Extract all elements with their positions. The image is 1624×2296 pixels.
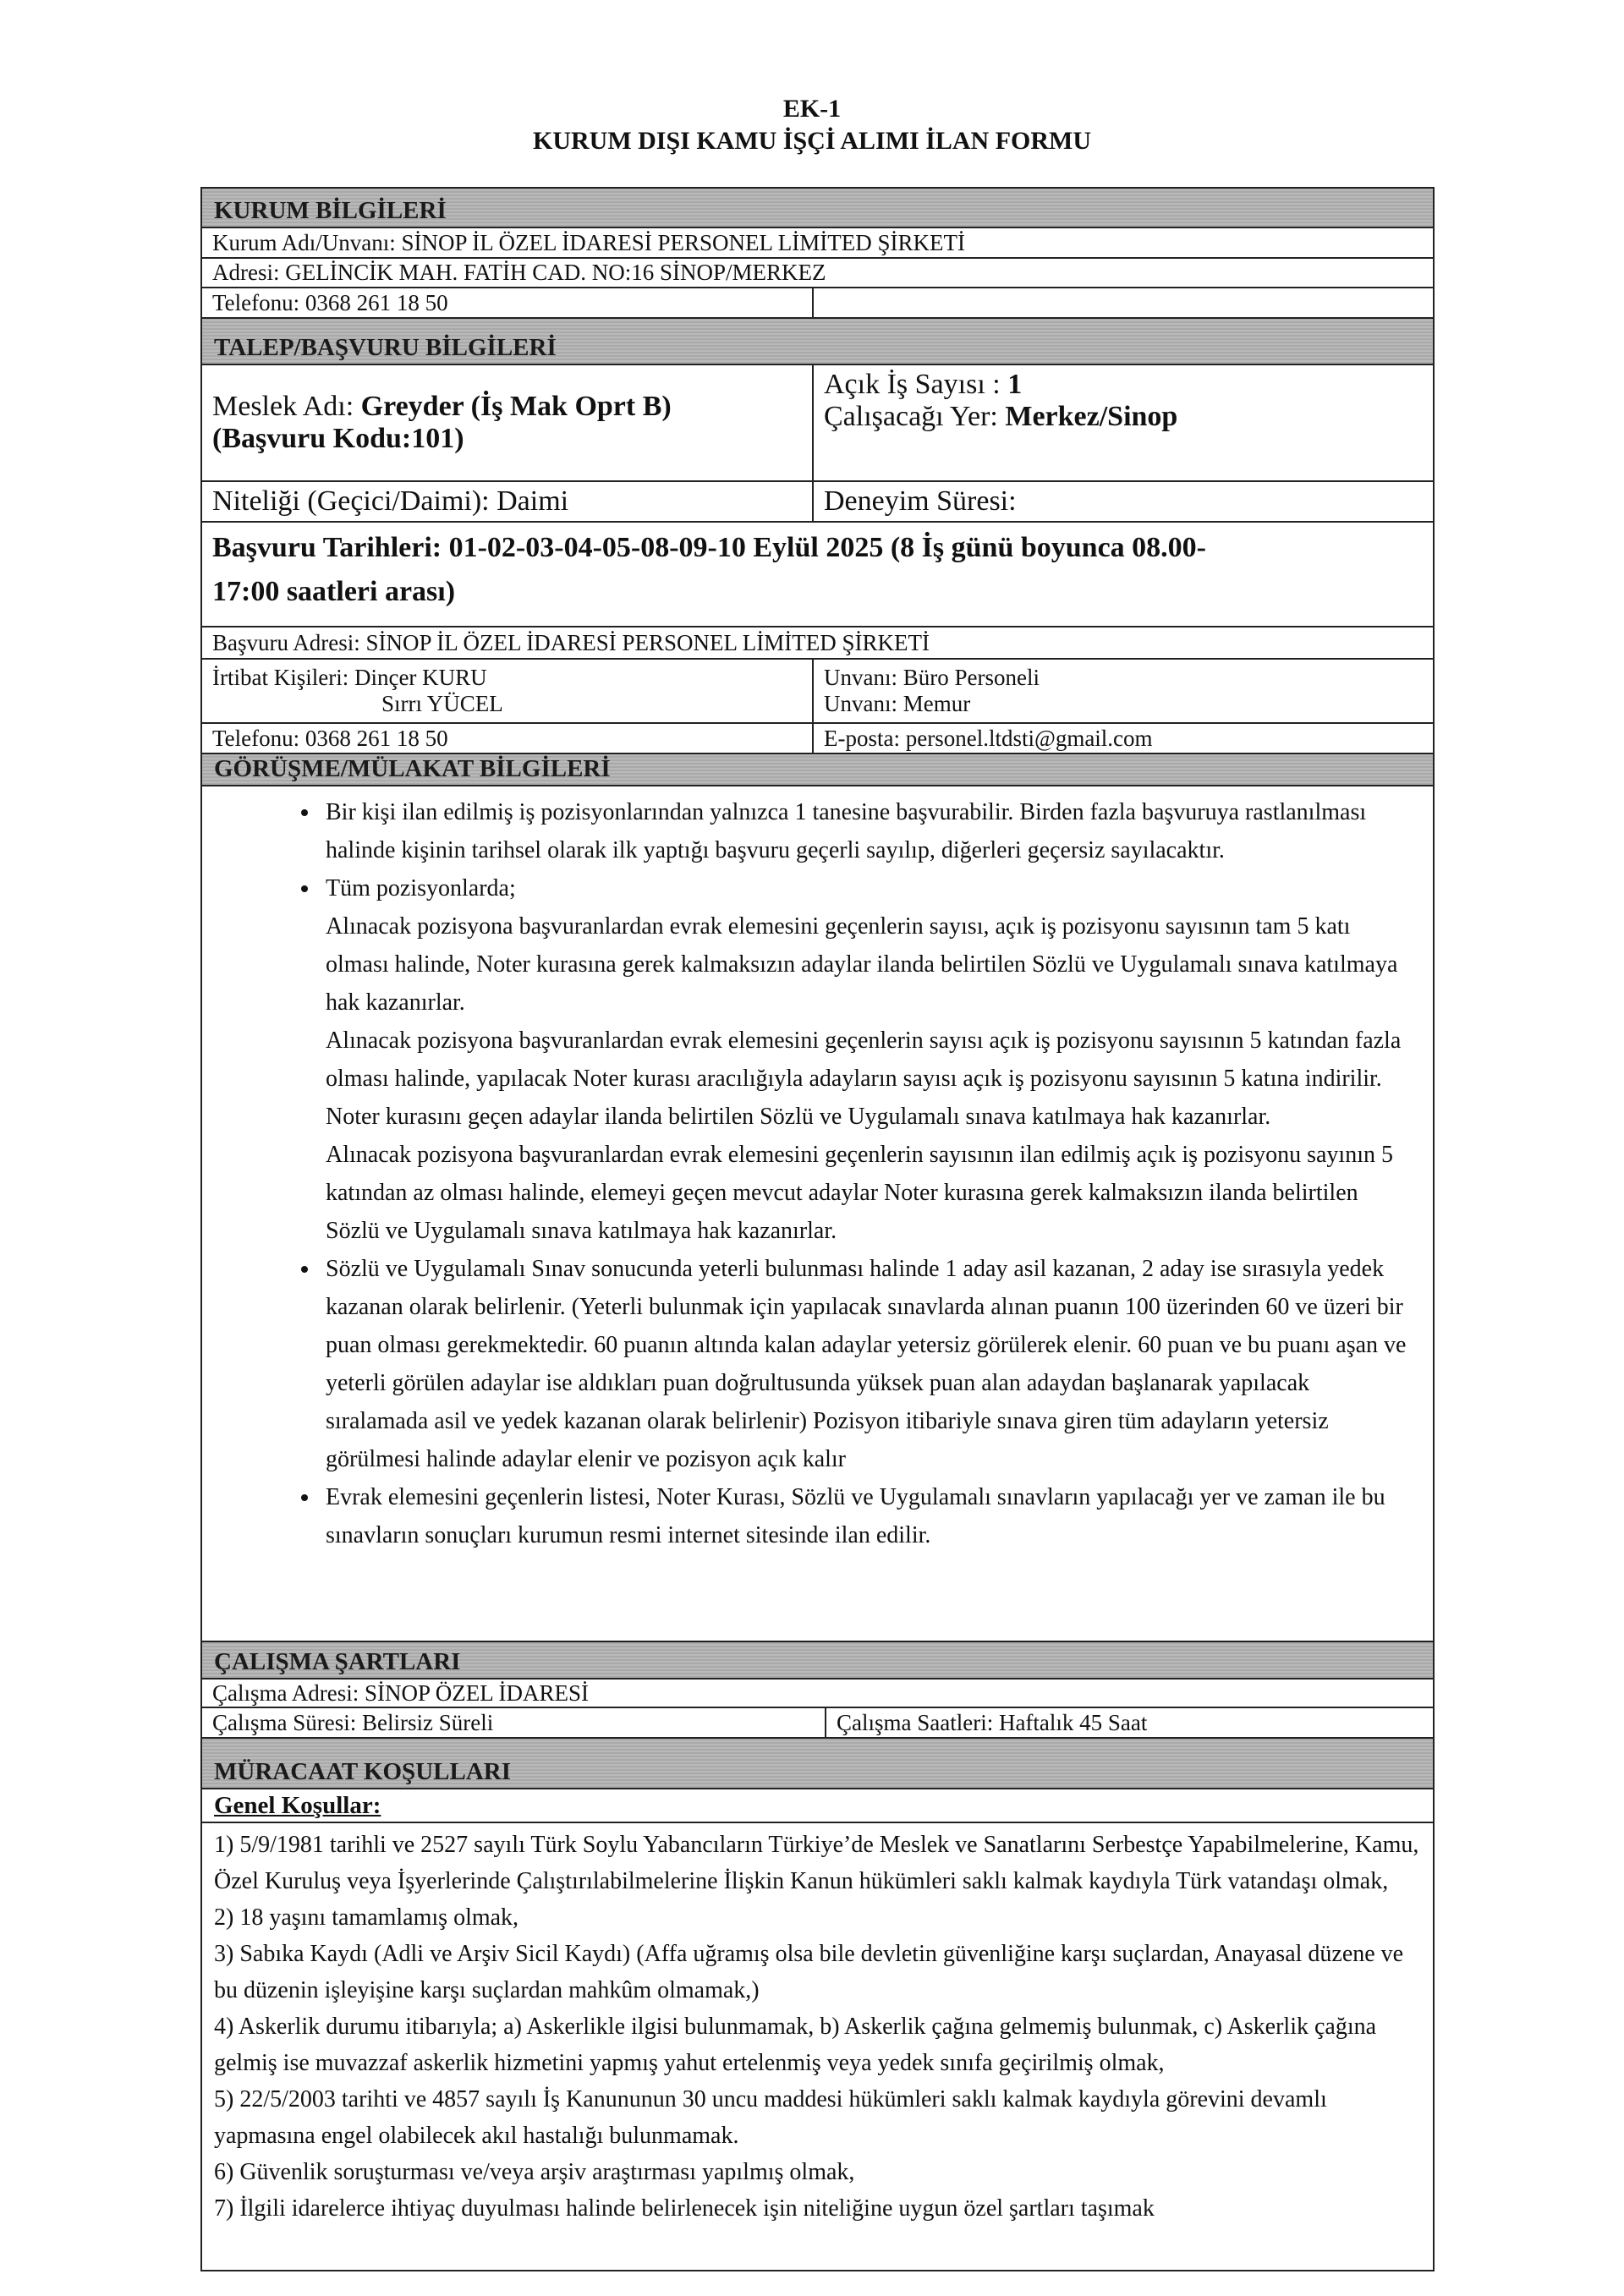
jobs-cell	[814, 365, 1188, 480]
bullet-paragraph: Alınacak pozisyona başvuranlardan evrak elemesini geçenlerin sayısı, açık iş pozisyonu sayısının tam 5 katı olması halinde, Noter kurasına gerek kalmaksızın adaylar ilanda belirtilen Sözlü ve Uygulamalı sınava katılmaya hak kazanırlar.	[326, 913, 1398, 1016]
section-talep-header: TALEP/BAŞVURU BİLGİLERİ	[202, 319, 1433, 365]
interview-info	[202, 786, 1433, 1642]
annex-label: EK-1	[782, 95, 842, 123]
bullet-paragraph: Alınacak pozisyona başvuranlardan evrak elemesini geçenlerin sayısı açık iş pozisyonu sayısının 5 katından fazla olması halinde, yapılacak Noter kurası aracılığıyla adayların sayısı açık iş pozisyonu sayısının 5 katına indirilir. Noter kurasını geçen adaylar ilanda belirtilen Sözlü ve Uygulamalı sınava katılmaya hak kazanırlar.	[326, 1027, 1402, 1130]
work-address: Çalışma Adresi: SİNOP ÖZEL İDARESİ	[212, 1680, 589, 1706]
condition-item: 7) İlgili idarelerce ihtiyaç duyulması halinde belirlenecek işin niteliğine uygun özel şartları taşımak	[214, 2195, 1155, 2222]
application-dates	[202, 523, 1433, 626]
bullet-paragraph: Alınacak pozisyona başvuranlardan evrak elemesini geçenlerin sayısının ilan edilmiş açık iş pozisyonu sayının 5 katından az olması halinde, elemeyi geçen mevcut adaylar Noter kurasına gerek kalmaksızın ilanda belirtilen Sözlü ve Uygulamalı sınava katılmaya hak kazanırlar.	[326, 1142, 1393, 1244]
general-conditions-list	[202, 1823, 1433, 2271]
contact-1-title: Unvanı: Büro Personeli	[824, 665, 1040, 690]
section-muracaat-header: MÜRACAAT KOŞULLARI	[202, 1739, 1433, 1789]
workplace-label: Çalışacağı Yer:	[824, 401, 1006, 432]
application-address: Başvuru Adresi: SİNOP İL ÖZEL İDARESİ PERSONEL LİMİTED ŞİRKETİ	[212, 629, 930, 655]
general-conditions-title: Genel Koşullar:	[214, 1791, 381, 1819]
interview-bullet: • Bir kişi ilan edilmiş iş pozisyonlarından yalnızca 1 tanesine başvurabilir. Birden fazla başvuruya rastlanılması halinde kişinin tarihsel olarak ilk yaptığı başvuru geçerli sayılıp, diğerleri geçersiz sayılacaktır.	[321, 793, 1407, 869]
work-hours: Çalışma Saatleri: Haftalık 45 Saat	[837, 1709, 1148, 1735]
condition-item: 6) Güvenlik soruşturması ve/veya arşiv araştırması yapılmış olmak,	[214, 2159, 855, 2185]
contact-2: Sırrı YÜCEL	[381, 691, 503, 716]
work-duration: Çalışma Süresi: Belirsiz Süreli	[202, 1708, 826, 1737]
profession-value: Greyder (İş Mak Oprt B)	[360, 391, 672, 422]
empty-cell	[814, 288, 834, 317]
contact-titles-cell	[814, 660, 1050, 722]
experience-duration: Deneyim Süresi:	[824, 485, 1017, 517]
interview-bullet: • Evrak elemesini geçenlerin listesi, Noter Kurası, Sözlü ve Uygulamalı sınavların yapılacağı yer ve zaman ile bu sınavların sonuçları kurumun resmi internet sitesinde ilan edilir.	[321, 1478, 1407, 1554]
section-gorusme-header: GÖRÜŞME/MÜLAKAT BİLGİLERİ	[202, 754, 1433, 786]
open-jobs-label: Açık İş Sayısı :	[824, 369, 1008, 400]
institution-phone: Telefonu: 0368 261 18 50	[202, 288, 814, 317]
condition-item: 2) 18 yaşını tamamlamış olmak,	[214, 1904, 519, 1931]
section-calisma-header: ÇALIŞMA ŞARTLARI	[202, 1642, 1433, 1680]
institution-name: Kurum Adı/Unvanı: SİNOP İL ÖZEL İDARESİ PERSONEL LİMİTED ŞİRKETİ	[212, 229, 965, 255]
condition-item: 1) 5/9/1981 tarihli ve 2527 sayılı Türk Soylu Yabancıların Türkiye’de Meslek ve Sanatlarını Serbestçe Yapabilmelerine, Kamu, Özel Kuruluş veya İşyerlerinde Çalıştırılabilmelerine İlişkin Kanun hükümleri saklı kalmak kaydıyla Türk vatandaşı olmak,	[214, 1832, 1419, 1894]
contact-1: İrtibat Kişileri: Dinçer KURU	[212, 665, 487, 690]
section-kurum-header: KURUM BİLGİLERİ	[202, 187, 1433, 228]
profession-cell	[202, 365, 814, 480]
form-title: KURUM DIŞI KAMU İŞÇİ ALIMI İLAN FORMU	[532, 127, 1092, 155]
condition-item: 5) 22/5/2003 tarihti ve 4857 sayılı İş Kanununun 30 uncu maddesi hükümleri saklı kalmak kaydıyla görevini devamlı yapmasına engel olabilecek akıl hastalığı bulunmamak.	[214, 2086, 1327, 2149]
institution-address: Adresi: GELİNCİK MAH. FATİH CAD. NO:16 SİNOP/MERKEZ	[212, 260, 826, 285]
announcement-form-table	[200, 187, 1435, 2271]
contact-2-title: Unvanı: Memur	[824, 691, 971, 716]
contact-phone: Telefonu: 0368 261 18 50	[202, 724, 814, 753]
application-dates-line2: 17:00 saatleri arası)	[212, 576, 456, 607]
application-dates-line1: Başvuru Tarihleri: 01-02-03-04-05-08-09-10 Eylül 2025 (8 İş günü boyunca 08.00-	[212, 532, 1206, 563]
contact-email[interactable]: E-posta: personel.ltdsti@gmail.com	[824, 725, 1153, 751]
profession-label: Meslek Adı:	[212, 391, 361, 422]
interview-bullet	[321, 869, 1407, 1250]
open-jobs-value: 1	[1007, 369, 1023, 400]
condition-item: 4) Askerlik durumu itibarıyla; a) Askerlikle ilgisi bulunmamak, b) Askerlik çağına gelmemiş bulunmak, c) Askerlik çağına gelmiş ise muvazzaf askerlik hizmetini yapmış yahut ertelenmiş veya yedek sınıfa geçirilmiş olmak,	[214, 2014, 1377, 2076]
contacts-cell	[202, 660, 814, 722]
condition-item: 3) Sabıka Kaydı (Adli ve Arşiv Sicil Kaydı) (Affa uğramış olsa bile devletin güvenliğine karşı suçlardan, Anayasal düzene ve bu düzenin işleyişine karşı suçlardan mahkûm olmamak,)	[214, 1941, 1404, 2003]
interview-bullet: • Sözlü ve Uygulamalı Sınav sonucunda yeterli bulunması halinde 1 aday asil kazanan, 2 aday ise sırasıyla yedek kazanan olarak belirlenir. (Yeterli bulunmak için yapılacak sınavlarda alınan puanın 100 üzerinden 60 ve üzeri bir puan olması gerekmektedir. 60 puanın altında kalan adaylar yetersiz görülerek elenir. 60 puan ve bu puanı aşan ve yeterli görülen adaylar ise aldıkları puan doğrultusunda yüksek puan alan adaydan başlanarak yapılacak sıralamada asil ve yedek kazanan olarak belirlenir) Pozisyon itibariyle sınava giren tüm adayların yetersiz görülmesi halinde adaylar elenir ve pozisyon açık kalır	[321, 1250, 1407, 1478]
bullet-title: • Tüm pozisyonlarda;	[326, 875, 516, 901]
application-code: (Başvuru Kodu:101)	[212, 423, 464, 454]
workplace-value: Merkez/Sinop	[1005, 401, 1178, 432]
job-nature: Niteliği (Geçici/Daimi): Daimi	[202, 482, 814, 521]
